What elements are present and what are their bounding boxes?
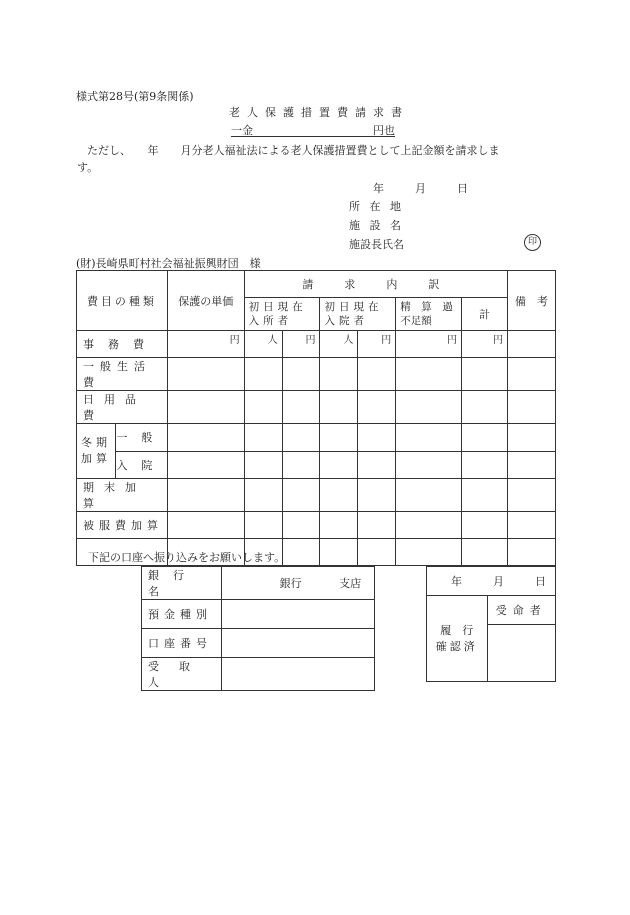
table-cell xyxy=(282,391,320,424)
bank-suffix: 銀行 xyxy=(279,577,302,590)
bank-name-label: 銀行名 xyxy=(142,567,222,600)
table-cell xyxy=(508,424,556,452)
deposit-type-label: 預金種別 xyxy=(142,600,222,629)
request-body-line1: ただし、 年 月分老人福祉法による老人保護措置費として上記金額を請求しま xyxy=(87,144,500,157)
table-cell xyxy=(282,358,320,391)
table-cell xyxy=(320,512,358,539)
table-cell xyxy=(462,391,508,424)
row-term-end-addition: 期末加算 xyxy=(77,479,168,512)
table-cell xyxy=(396,512,462,539)
row-winter-group xyxy=(77,424,168,479)
confirmation-date: 年 月 日 xyxy=(427,567,556,596)
table-cell xyxy=(358,479,396,512)
table-cell xyxy=(508,539,556,566)
director-name-label: 施設長氏名 xyxy=(349,238,404,251)
table-cell xyxy=(282,512,320,539)
confirm-label-line1: 履 行 xyxy=(440,623,474,637)
table-cell xyxy=(358,451,396,479)
table-cell xyxy=(167,512,244,539)
table-cell xyxy=(462,424,508,452)
table-cell xyxy=(396,451,462,479)
table-cell xyxy=(167,424,244,452)
header-total: 計 xyxy=(462,298,508,331)
table-cell xyxy=(358,539,396,566)
unit-yen: 円 xyxy=(396,331,462,358)
table-cell xyxy=(462,358,508,391)
row-clothing-addition: 被服費加算 xyxy=(77,512,168,539)
header-breakdown: 請 求 内 訳 xyxy=(244,271,507,298)
unit-yen: 円 xyxy=(167,331,244,358)
addressee: (財)長崎県町村社会福祉振興財団 様 xyxy=(76,257,261,270)
row-winter-general: 一般 xyxy=(116,424,167,452)
account-number-label: 口座番号 xyxy=(142,629,222,658)
header-unit-price: 保護の単価 xyxy=(167,271,244,331)
form-title: 老人保護措置費請求書 xyxy=(229,106,409,119)
header-initial-inpatients: 初日現在入院者 xyxy=(320,298,396,331)
row-winter-hospital: 入院 xyxy=(116,458,167,472)
request-body-line2: す。 xyxy=(77,161,99,174)
table-cell xyxy=(320,479,358,512)
table-cell xyxy=(396,391,462,424)
header-initial-residents: 初日現在入所者 xyxy=(244,298,320,331)
table-cell xyxy=(244,512,282,539)
table-cell xyxy=(358,512,396,539)
table-cell xyxy=(320,424,358,452)
table-cell xyxy=(396,479,462,512)
table-cell xyxy=(462,479,508,512)
branch-suffix: 支店 xyxy=(339,577,362,590)
table-cell xyxy=(320,391,358,424)
account-number-value xyxy=(221,629,374,658)
table-cell xyxy=(358,391,396,424)
header-adjustment: 精 算 過不足額 xyxy=(396,298,462,331)
table-cell xyxy=(396,424,462,452)
table-cell xyxy=(358,358,396,391)
amount-line xyxy=(231,122,395,137)
unit-yen: 円 xyxy=(358,331,396,358)
confirm-label-line2: 確認済 xyxy=(435,639,478,653)
table-cell xyxy=(320,451,358,479)
table-cell xyxy=(508,479,556,512)
header-expense-type: 費目の種類 xyxy=(77,271,168,331)
unit-yen: 円 xyxy=(282,331,320,358)
unit-person: 人 xyxy=(320,331,358,358)
table-cell xyxy=(396,539,462,566)
seal-mark: 印 xyxy=(524,234,541,251)
amount-prefix: 一金 xyxy=(231,124,253,137)
date-field: 年 月 日 xyxy=(373,182,471,195)
table-cell xyxy=(167,451,244,479)
table-cell xyxy=(282,539,320,566)
table-cell xyxy=(462,512,508,539)
row-office-expense: 事務費 xyxy=(77,331,168,358)
confirmation-table xyxy=(426,566,556,682)
table-cell xyxy=(396,358,462,391)
form-number: 様式第28号(第9条関係) xyxy=(76,90,194,103)
table-cell xyxy=(508,451,556,479)
table-cell xyxy=(508,512,556,539)
table-cell xyxy=(320,539,358,566)
table-cell xyxy=(244,479,282,512)
table-cell xyxy=(244,358,282,391)
table-cell xyxy=(167,391,244,424)
transfer-note: 下記の口座へ振り込みをお願いします。 xyxy=(88,551,286,564)
table-cell xyxy=(508,358,556,391)
bank-table xyxy=(141,566,375,691)
deposit-type-value xyxy=(221,600,374,629)
table-cell xyxy=(282,451,320,479)
address-label: 所 在 地 xyxy=(349,200,404,213)
amount-suffix: 円也 xyxy=(373,124,395,137)
recipient-value xyxy=(221,658,374,691)
unit-yen: 円 xyxy=(462,331,508,358)
table-cell xyxy=(244,451,282,479)
confirmation-label xyxy=(427,596,488,682)
row-daily-goods: 日用品費 xyxy=(77,391,168,424)
claim-table xyxy=(76,270,556,566)
table-cell xyxy=(508,391,556,424)
table-cell xyxy=(282,479,320,512)
header-remarks: 備 考 xyxy=(508,271,556,331)
table-cell xyxy=(244,424,282,452)
table-cell xyxy=(462,451,508,479)
table-cell xyxy=(167,358,244,391)
table-cell xyxy=(320,358,358,391)
table-cell xyxy=(358,424,396,452)
table-cell xyxy=(282,424,320,452)
bank-name-value xyxy=(221,567,374,600)
recipient-label: 受取人 xyxy=(142,658,222,691)
table-cell xyxy=(508,331,556,358)
table-cell xyxy=(462,539,508,566)
table-cell xyxy=(244,391,282,424)
row-general-living: 一般生活費 xyxy=(77,358,168,391)
row-winter-addition: 冬期加算 xyxy=(77,424,116,478)
table-cell xyxy=(167,479,244,512)
unit-person: 人 xyxy=(244,331,282,358)
facility-name-label: 施 設 名 xyxy=(349,219,404,232)
receiver-label: 受命者 xyxy=(487,596,555,625)
receiver-stamp-box xyxy=(487,625,555,682)
